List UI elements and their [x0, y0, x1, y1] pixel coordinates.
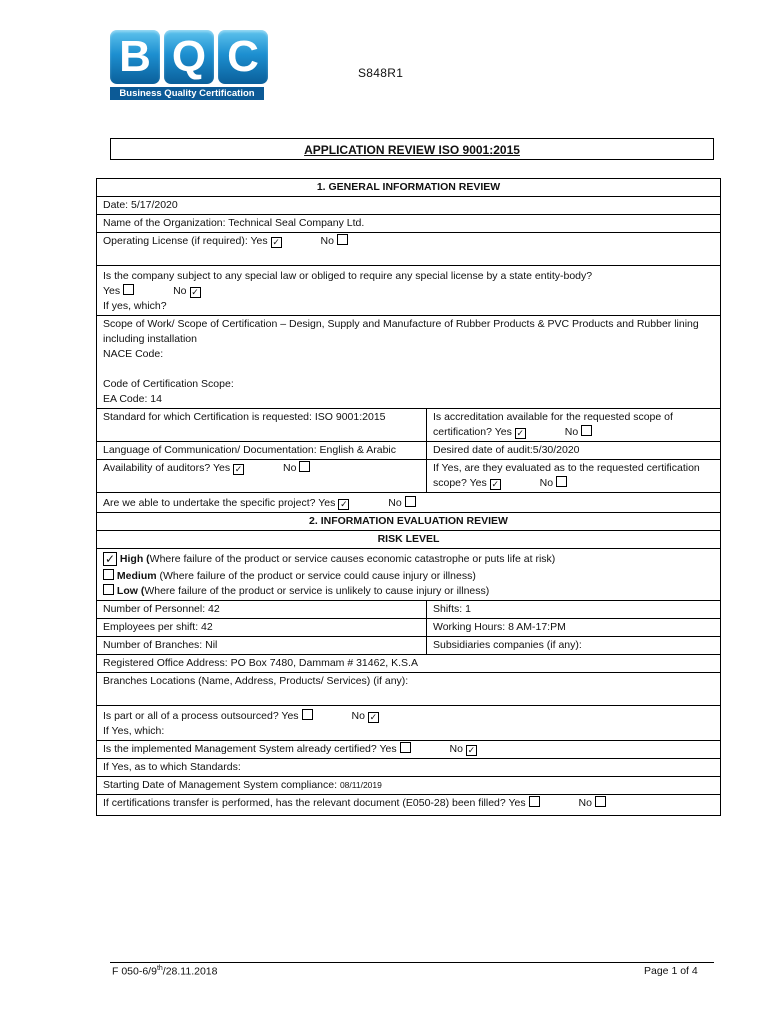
license-no-checkbox[interactable]: [337, 234, 348, 245]
risk-high-description: Where failure of the product or service causes economic catastrophe or puts life at risk): [149, 553, 556, 565]
yes-label: Yes: [379, 743, 397, 755]
yes-label: Yes: [494, 426, 512, 438]
logo-letter-q: Q: [164, 30, 214, 84]
operating-license-label: Operating License (if required):: [103, 235, 248, 247]
transfer-question: If certifications transfer is performed, has the relevant document (E050-28) been filled?: [103, 797, 506, 809]
nace-code: NACE Code:: [103, 348, 164, 360]
start-date-label: Starting Date of Management System compliance:: [103, 779, 338, 791]
yes-label: Yes: [281, 710, 299, 722]
scope-of-work: Scope of Work/ Scope of Certification – Design, Supply and Manufacture of Rubber Products & PVC Products and Rubber lining including installation: [103, 318, 699, 345]
special-law-yes-checkbox[interactable]: [123, 284, 134, 295]
language-of-communication: Language of Communication/ Documentation: English & Arabic: [97, 442, 427, 460]
evaluated-no-checkbox[interactable]: [556, 476, 567, 487]
page-number: Page 1 of 4: [644, 965, 698, 977]
start-date-row: [97, 777, 721, 795]
no-label: No: [388, 497, 402, 509]
accreditation-yes-checkbox[interactable]: ✓: [516, 428, 525, 438]
outsourced-if-yes-which: If Yes, which:: [103, 725, 165, 737]
risk-level-heading: RISK LEVEL: [97, 531, 721, 549]
no-label: No: [351, 710, 365, 722]
no-label: No: [173, 285, 187, 297]
operating-license-row: [97, 233, 721, 266]
application-review-table: [96, 178, 721, 816]
start-date-value: 08/11/2019: [339, 780, 382, 790]
accreditation-cell: [427, 409, 721, 442]
page-title: APPLICATION REVIEW ISO 9001:2015: [304, 143, 520, 157]
certified-no-checkbox[interactable]: ✓: [467, 745, 476, 755]
risk-low-checkbox[interactable]: [103, 584, 114, 595]
risk-high-checkbox[interactable]: ✓: [104, 552, 116, 566]
bqc-logo: [110, 30, 268, 102]
logo-letter-c: C: [218, 30, 268, 84]
auditors-cell: [97, 460, 427, 493]
evaluated-cell: [427, 460, 721, 493]
special-law-row: [97, 266, 721, 316]
which-standards: If Yes, as to which Standards:: [97, 759, 721, 777]
section-evaluation-heading: 2. INFORMATION EVALUATION REVIEW: [97, 513, 721, 531]
date-field: Date: 5/17/2020: [97, 197, 721, 215]
no-label: No: [449, 743, 463, 755]
certification-scope-code: Code of Certification Scope:: [103, 378, 234, 390]
employees-per-shift: Employees per shift: 42: [97, 619, 427, 637]
yes-label: Yes: [250, 235, 268, 247]
form-code-sup: th: [156, 965, 163, 972]
transfer-no-checkbox[interactable]: [595, 796, 606, 807]
page-title-box: [110, 138, 714, 160]
undertake-no-checkbox[interactable]: [405, 496, 416, 507]
transfer-row: [97, 795, 721, 816]
no-label: No: [564, 426, 579, 438]
standard-requested: Standard for which Certification is requested: ISO 9001:2015: [97, 409, 427, 442]
risk-low-label: Low (: [116, 585, 145, 597]
risk-low-description: Where failure of the product or service is unlikely to cause injury or illness): [144, 585, 490, 597]
working-hours: Working Hours: 8 AM-17:PM: [427, 619, 721, 637]
risk-level-options: [97, 549, 721, 601]
scope-row: [97, 316, 721, 409]
transfer-yes-checkbox[interactable]: [529, 796, 540, 807]
risk-medium-label: Medium: [116, 570, 157, 582]
footer-divider: [110, 962, 714, 963]
undertake-row: [97, 493, 721, 513]
organization-name: Name of the Organization: Technical Seal Company Ltd.: [97, 215, 721, 233]
license-yes-checkbox[interactable]: ✓: [272, 237, 280, 247]
undertake-question: Are we able to undertake the specific project?: [103, 497, 316, 509]
outsourced-no-checkbox[interactable]: ✓: [369, 712, 378, 722]
no-label: No: [320, 235, 334, 247]
form-date: /28.11.2018: [162, 965, 218, 978]
logo-tagline: Business Quality Certification: [110, 87, 264, 100]
footer-form-code: [112, 965, 218, 978]
risk-medium-description: (Where failure of the product or service could cause injury or illness): [159, 570, 476, 582]
branches-locations: Branches Locations (Name, Address, Products/ Services) (if any):: [97, 673, 721, 706]
risk-high-label: High (: [119, 553, 150, 565]
shifts: Shifts: 1: [427, 601, 721, 619]
outsourced-row: [97, 706, 721, 741]
risk-medium-checkbox[interactable]: [103, 569, 114, 580]
auditors-yes-checkbox[interactable]: ✓: [234, 464, 243, 474]
subsidiaries: Subsidiaries companies (if any):: [427, 637, 721, 655]
outsourced-yes-checkbox[interactable]: [302, 709, 313, 720]
yes-label: Yes: [508, 797, 526, 809]
evaluated-question: If Yes, are they evaluated as to the requested certification scope?: [433, 462, 700, 489]
document-number: S848R1: [358, 66, 404, 80]
desired-audit-date: Desired date of audit:5/30/2020: [427, 442, 721, 460]
auditors-question: Availability of auditors?: [103, 462, 211, 474]
outsourced-question: Is part or all of a process outsourced?: [103, 710, 279, 722]
registered-office-address: Registered Office Address: PO Box 7480, Dammam # 31462, K.S.A: [97, 655, 721, 673]
certified-row: [97, 741, 721, 759]
no-label: No: [283, 462, 297, 474]
yes-label: Yes: [103, 285, 121, 297]
form-code: F 050-6/9: [112, 965, 157, 978]
yes-label: Yes: [212, 462, 231, 474]
evaluated-yes-checkbox[interactable]: ✓: [491, 479, 499, 489]
ea-code: EA Code: 14: [103, 393, 162, 405]
section-general-heading: 1. GENERAL INFORMATION REVIEW: [97, 179, 721, 197]
logo-letter-b: B: [110, 30, 160, 84]
if-yes-which: If yes, which?: [103, 300, 167, 312]
auditors-no-checkbox[interactable]: [299, 461, 310, 472]
undertake-yes-checkbox[interactable]: ✓: [340, 499, 348, 509]
accreditation-no-checkbox[interactable]: [581, 425, 592, 436]
special-law-question: Is the company subject to any special law or obliged to require any special license by a state entity-body?: [103, 270, 593, 282]
special-law-no-checkbox[interactable]: ✓: [191, 287, 199, 297]
certified-yes-checkbox[interactable]: [400, 742, 411, 753]
number-of-branches: Number of Branches: Nil: [97, 637, 427, 655]
yes-label: Yes: [469, 477, 487, 489]
yes-label: Yes: [318, 497, 336, 509]
no-label: No: [539, 477, 554, 489]
accreditation-question: Is accreditation available for the requested scope of certification?: [433, 411, 673, 438]
number-of-personnel: Number of Personnel: 42: [97, 601, 427, 619]
no-label: No: [578, 797, 592, 809]
certified-question: Is the implemented Management System already certified?: [103, 743, 377, 755]
